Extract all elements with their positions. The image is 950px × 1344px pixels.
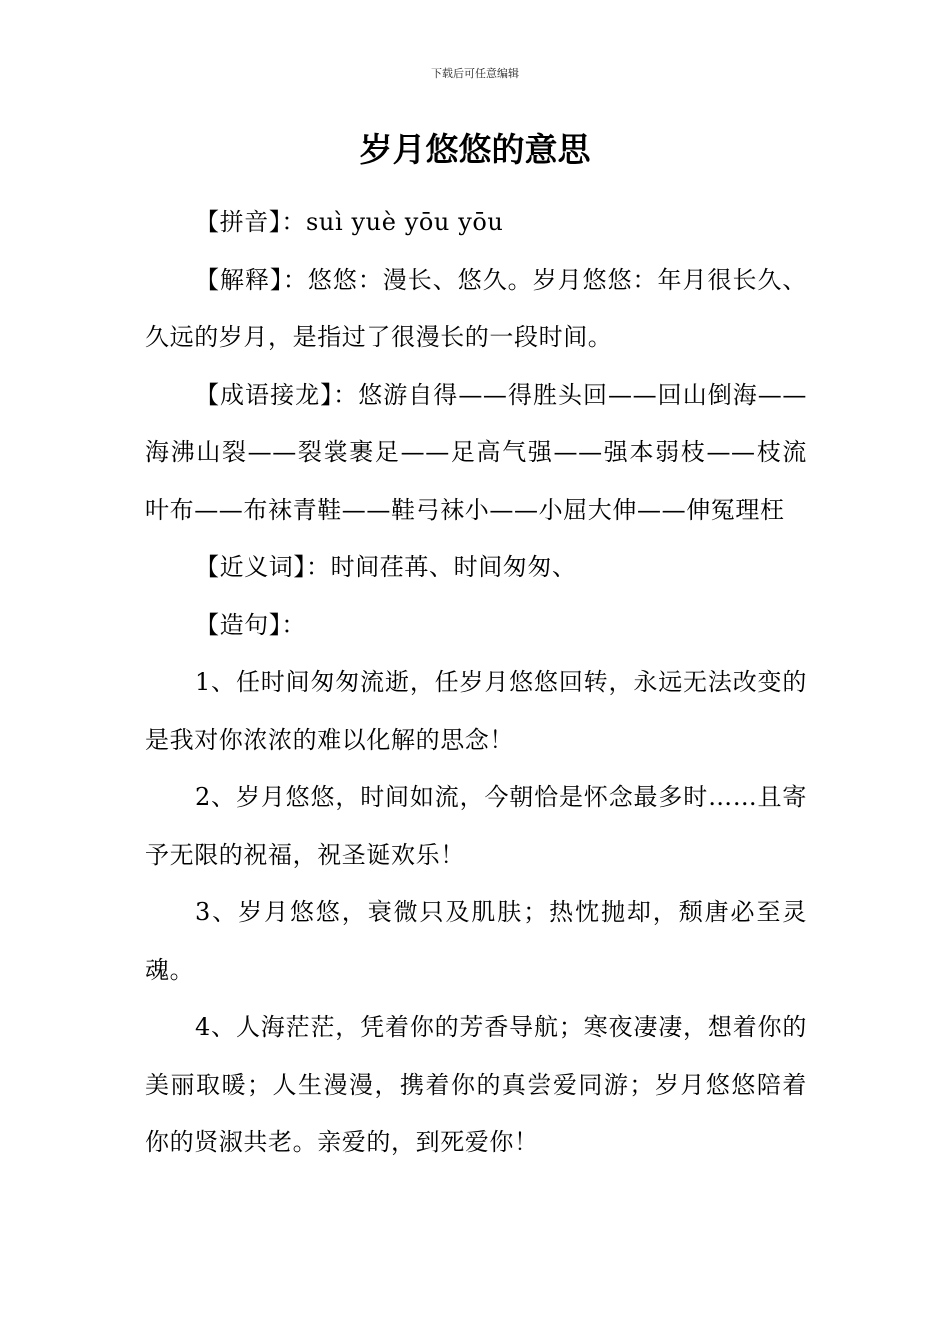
paragraph-explanation: 【解释】：悠悠：漫长、悠久。岁月悠悠：年月很长久、久远的岁月，是指过了很漫长的一段时间。: [145, 265, 807, 351]
paragraph-idiom-chain: 【成语接龙】：悠游自得——得胜头回——回山倒海——海沸山裂——裂裳裹足——足高气强——强本弱枝——枝流叶布——布袜青鞋——鞋弓袜小——小屈大伸——伸冤理枉: [145, 380, 807, 524]
header-note: 下载后可任意编辑: [431, 67, 519, 80]
paragraph-sentence-4: 4、人海茫茫，凭着你的芳香导航；寒夜凄凄，想着你的美丽取暖；人生漫漫，携着你的真尝爱同游；岁月悠悠陪着你的贤淑共老。亲爱的，到死爱你！: [145, 1013, 807, 1156]
paragraph-synonyms: 【近义词】：时间荏苒、时间匆匆、: [195, 553, 577, 581]
paragraph-sentence-1: 1、任时间匆匆流逝，任岁月悠悠回转，永远无法改变的是我对你浓浓的难以化解的思念！: [145, 668, 807, 754]
document-body: [145, 194, 807, 1172]
page-title: 岁月悠悠的意思: [359, 130, 591, 169]
paragraph-pinyin: 【拼音】：suì yuè yōu yōu: [195, 208, 504, 236]
paragraph-sentence-heading: 【造句】：: [195, 610, 306, 639]
paragraph-sentence-2: 2、岁月悠悠，时间如流，今朝恰是怀念最多时……且寄予无限的祝福，祝圣诞欢乐！: [145, 783, 807, 869]
paragraph-sentence-3: 3、岁月悠悠，衰微只及肌肤；热忱抛却，颓唐必至灵魂。: [145, 898, 807, 984]
